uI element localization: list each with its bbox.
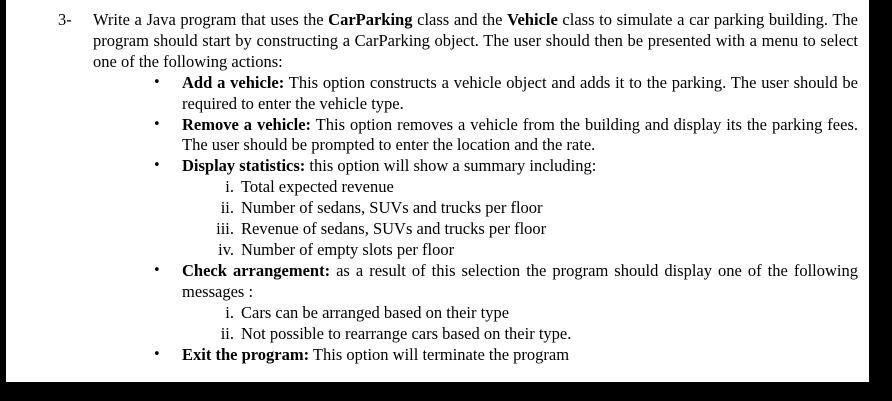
arrangement-sublist — [182, 303, 858, 345]
sub-item-text: Total expected revenue — [241, 177, 394, 197]
option-check-arrangement — [151, 261, 858, 345]
intro-class-carparking: CarParking — [328, 10, 413, 29]
sub-item-number: i. — [225, 177, 234, 197]
bullet-icon: • — [153, 158, 161, 174]
question-block — [58, 10, 858, 365]
sub-item-text: Cars can be arranged based on their type — [241, 302, 510, 322]
sub-item — [182, 303, 858, 324]
sub-item — [182, 240, 858, 261]
sub-item-text: Revenue of sedans, SUVs and trucks per floor — [241, 219, 547, 239]
option-text: This option removes a vehicle from the building and display its the parking fees. The user should be prompted to enter the location and the rate. — [182, 114, 858, 155]
sub-item — [182, 219, 858, 240]
option-title: Remove a vehicle: — [182, 114, 312, 134]
intro-class-vehicle: Vehicle — [507, 10, 558, 29]
option-title: Add a vehicle: — [182, 72, 285, 92]
sub-item-text: Number of empty slots per floor — [241, 239, 455, 259]
document-page — [6, 0, 869, 382]
sub-item — [182, 324, 858, 345]
question-body — [93, 10, 858, 365]
option-text: this option will show a summary including: — [305, 156, 597, 176]
sub-item — [182, 177, 858, 198]
option-add-vehicle — [151, 73, 858, 115]
sub-item-number: ii. — [220, 198, 234, 218]
bullet-icon: • — [153, 346, 161, 362]
option-title: Display statistics: — [182, 156, 306, 176]
sub-item — [182, 198, 858, 219]
question-number: 3- — [58, 10, 72, 29]
option-exit-program — [151, 345, 858, 366]
sub-item-number: iii. — [216, 219, 234, 239]
sub-item-number: iv. — [218, 239, 234, 259]
intro-text-1: Write a Java program that uses the — [93, 10, 329, 29]
option-text: This option constructs a vehicle object and adds it to the parking. The user should be required to enter the vehicle type. — [182, 72, 858, 113]
sub-item-text: Not possible to rearrange cars based on their type. — [241, 323, 572, 343]
statistics-sublist — [182, 177, 858, 261]
option-remove-vehicle — [151, 115, 858, 157]
option-text: as a result of this selection the program should display one of the following messages : — [182, 260, 858, 301]
question-intro — [93, 10, 858, 73]
menu-options-list — [151, 73, 858, 366]
bullet-icon: • — [153, 116, 161, 132]
option-title: Check arrangement: — [182, 260, 331, 280]
option-title: Exit the program: — [182, 344, 310, 364]
sub-item-number: ii. — [220, 323, 234, 343]
option-text: This option will terminate the program — [309, 344, 570, 364]
bullet-icon: • — [153, 262, 161, 278]
sub-item-number: i. — [225, 302, 234, 322]
sub-item-text: Number of sedans, SUVs and trucks per floor — [241, 198, 543, 218]
intro-text-3: class to simulate a car parking building. The program should start by constructing a CarParking object. The user should then be presented with a menu to select one of the following actions: — [93, 10, 858, 71]
intro-text-2: class and the — [412, 10, 508, 29]
bullet-icon: • — [153, 74, 161, 90]
option-display-statistics — [151, 156, 858, 261]
